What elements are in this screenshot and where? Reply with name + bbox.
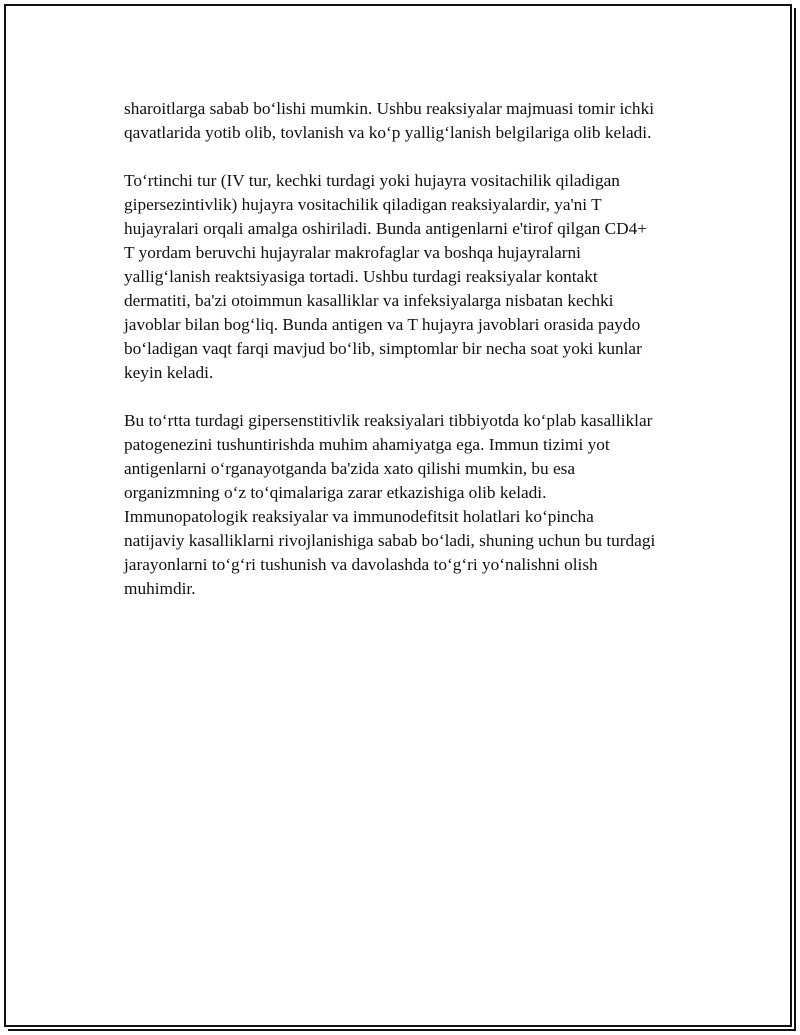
paragraph-line: T yordam beruvchi hujayralar makrofaglar va boshqa hujayralarni [124, 243, 581, 262]
paragraph-line: jarayonlarni to‘g‘ri tushunish va davolashda to‘g‘ri yo‘nalishni olish [124, 555, 598, 574]
paragraph-1 [124, 97, 694, 145]
paragraph-line: antigenlarni o‘rganayotganda ba'zida xato qilishi mumkin, bu esa [124, 459, 576, 478]
paragraph-line: yallig‘lanish reaktsiyasiga tortadi. Ushbu turdagi reaksiyalar kontakt [124, 267, 598, 286]
paragraph-line: organizmning o‘z to‘qimalariga zarar etkazishiga olib keladi. [124, 483, 547, 502]
paragraph-line: Bu to‘rtta turdagi gipersenstitivlik reaksiyalari tibbiyotda ko‘plab kasalliklar [124, 411, 653, 430]
paragraph-line: Immunopatologik reaksiyalar va immunodefitsit holatlari ko‘pincha [124, 507, 594, 526]
paragraph-line: qavatlarida yotib olib, tovlanish va ko‘p yallig‘lanish belgilariga olib keladi. [124, 123, 652, 142]
paragraph-2 [124, 169, 694, 385]
document-body [124, 97, 694, 625]
paragraph-line: javoblar bilan bog‘liq. Bunda antigen va T hujayra javoblari orasida paydo [124, 315, 641, 334]
paragraph-line: bo‘ladigan vaqt farqi mavjud bo‘lib, simptomlar bir necha soat yoki kunlar [124, 339, 642, 358]
paragraph-line: patogenezini tushuntirishda muhim ahamiyatga ega. Immun tizimi yot [124, 435, 610, 454]
paragraph-line: natijaviy kasalliklarni rivojlanishiga sabab bo‘ladi, shuning uchun bu turdagi [124, 531, 656, 550]
page-frame [4, 4, 792, 1027]
paragraph-line: muhimdir. [124, 579, 196, 598]
paragraph-line: hujayralari orqali amalga oshiriladi. Bunda antigenlarni e'tirof qilgan CD4+ [124, 219, 647, 238]
paragraph-line: sharoitlarga sabab bo‘lishi mumkin. Ushbu reaksiyalar majmuasi tomir ichki [124, 99, 655, 118]
paragraph-line: gipersezintivlik) hujayra vositachilik qiladigan reaksiyalardir, ya'ni T [124, 195, 602, 214]
paragraph-3 [124, 409, 694, 601]
paragraph-line: dermatiti, ba'zi otoimmun kasalliklar va infeksiyalarga nisbatan kechki [124, 291, 614, 310]
paragraph-line: keyin keladi. [124, 363, 214, 382]
paragraph-line: To‘rtinchi tur (IV tur, kechki turdagi yoki hujayra vositachilik qiladigan [124, 171, 620, 190]
